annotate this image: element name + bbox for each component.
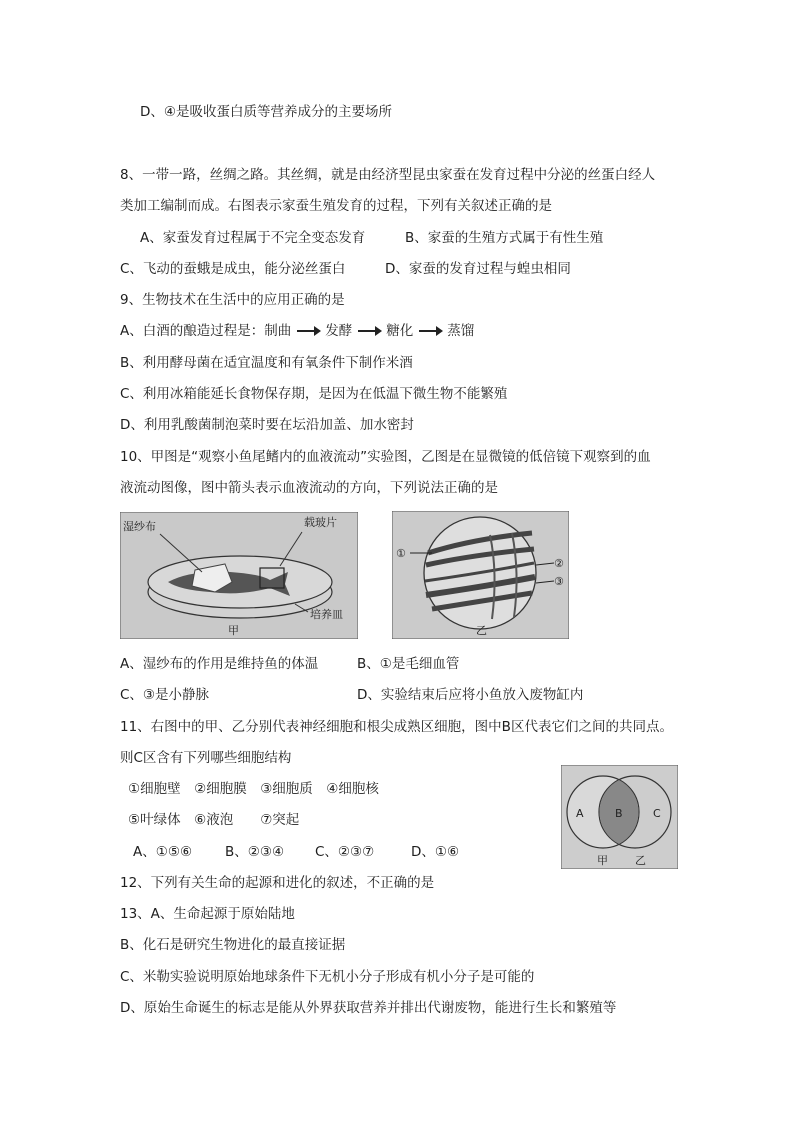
q10-option-a: A、湿纱布的作用是维持鱼的体温 [120,656,319,672]
q8-stem-line2: 类加工编制而成。右图表示家蚕生殖发育的过程，下列有关叙述正确的是 [120,198,552,214]
label-vessel-2: ② [554,557,564,570]
q11-items-line2: ⑤叶绿体 ⑥液泡 ⑦突起 [128,812,300,828]
q8-option-b: B、家蚕的生殖方式属于有性生殖 [405,230,604,246]
right-arrow-icon [297,330,319,332]
q9-option-a [120,321,474,341]
q8-option-c: C、飞动的蚕蛾是成虫，能分泌丝蛋白 [120,261,346,277]
q11-stem-line1: 11、右图中的甲、乙分别代表神经细胞和根尖成熟区细胞，图中B区代表它们之间的共同点。 [120,719,673,735]
q9-option-a-step2: 发酵 [325,323,353,339]
label-petri-dish: 培养皿 [310,608,343,621]
q13-option-c: C、米勒实验说明原始地球条件下无机小分子形成有机小分子是可能的 [120,969,535,985]
q9-option-b: B、利用酵母菌在适宜温度和有氧条件下制作米酒 [120,355,413,371]
q13-option-b: B、化石是研究生物进化的最直接证据 [120,937,346,953]
q8-option-d: D、家蚕的发育过程与蝗虫相同 [385,261,571,277]
q10-stem-line1: 10、甲图是“观察小鱼尾鳍内的血液流动”实验图，乙图是在显微镜的低倍镜下观察到的血 [120,449,651,465]
q11-items-line1: ①细胞壁 ②细胞膜 ③细胞质 ④细胞核 [128,781,379,797]
figure-caption-jia: 甲 [228,624,239,637]
venn-diagram [561,765,678,869]
q9-stem: 9、生物技术在生活中的应用正确的是 [120,292,345,308]
q11-option-b: B、②③④ [225,844,285,860]
q10-option-b: B、①是毛细血管 [357,656,460,672]
blood-flow-figure [392,511,569,639]
q7-option-d: D、④是吸收蛋白质等营养成分的主要场所 [140,104,392,120]
fish-dish-figure [120,512,358,639]
q11-stem-line2: 则C区含有下列哪些细胞结构 [120,750,292,766]
q9-option-d: D、利用乳酸菌制泡菜时要在坛沿加盖、加水密封 [120,417,414,433]
q9-option-a-step4: 蒸馏 [447,323,475,339]
q10-option-c: C、③是小静脉 [120,687,210,703]
q9-option-c: C、利用冰箱能延长食物保存期，是因为在低温下微生物不能繁殖 [120,386,508,402]
q11-option-a: A、①⑤⑥ [133,844,193,860]
q10-option-d: D、实验结束后应将小鱼放入废物缸内 [357,687,584,703]
label-wet-gauze: 湿纱布 [123,520,156,533]
venn-label-yi: 乙 [635,854,646,867]
q10-stem-line2: 液流动图像，图中箭头表示血液流动的方向，下列说法正确的是 [120,480,498,496]
venn-label-jia: 甲 [597,854,608,867]
q13-option-d: D、原始生命诞生的标志是能从外界获取营养并排出代谢废物，能进行生长和繁殖等 [120,1000,617,1016]
right-arrow-icon [358,330,380,332]
right-arrow-icon [419,330,441,332]
q13-option-a: 13、A、生命起源于原始陆地 [120,906,295,922]
q8-stem-line1: 8、一带一路，丝绸之路。其丝绸，就是由经济型昆虫家蚕在发育过程中分泌的丝蛋白经人 [120,167,656,183]
figure-caption-yi: 乙 [476,624,487,637]
label-glass-slide: 载玻片 [304,516,337,529]
q8-option-a: A、家蚕发育过程属于不完全变态发育 [140,230,366,246]
venn-label-b: B [615,807,623,820]
q11-option-d: D、①⑥ [411,844,460,860]
label-vessel-3: ③ [554,575,564,588]
venn-label-c: C [653,807,661,820]
q9-option-a-step3: 糖化 [386,323,414,339]
label-vessel-1: ① [396,547,406,560]
q9-option-a-prefix: A、白酒的酿造过程是：制曲 [120,323,292,339]
venn-label-a: A [576,807,584,820]
q12-stem: 12、下列有关生命的起源和进化的叙述，不正确的是 [120,875,435,891]
q11-option-c: C、②③⑦ [315,844,375,860]
